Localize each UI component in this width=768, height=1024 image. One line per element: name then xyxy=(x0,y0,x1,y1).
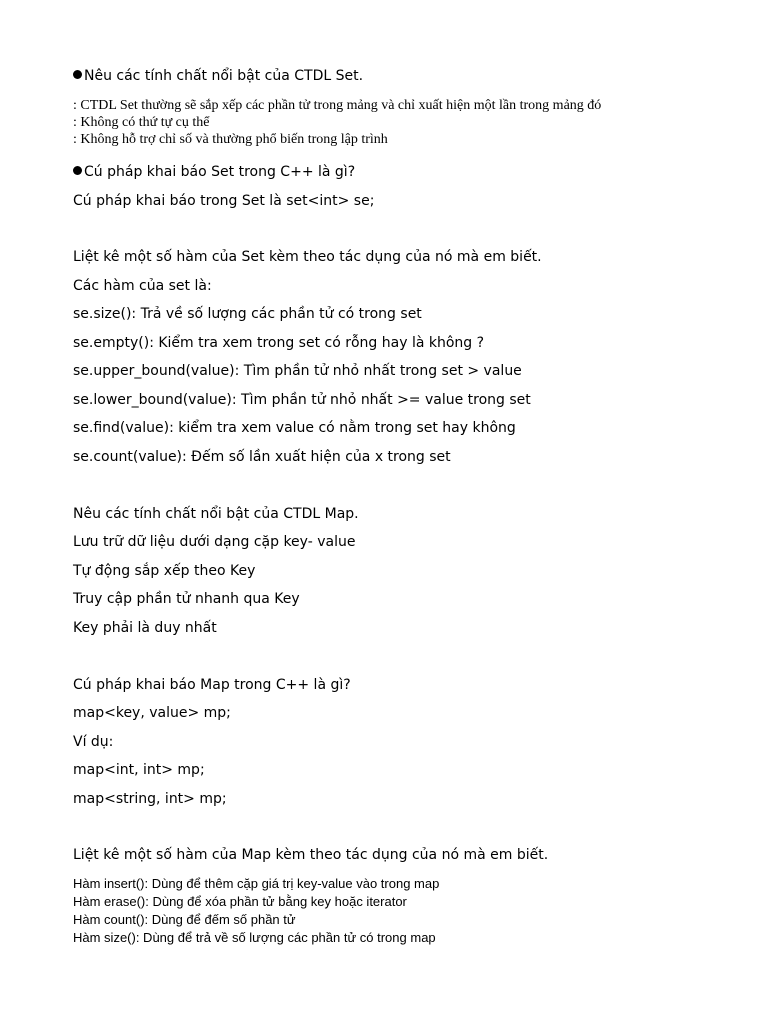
set-function-item: se.size(): Trả về số lượng các phần tử có trong set xyxy=(73,306,422,322)
map-example: map<string, int> mp; xyxy=(73,791,227,807)
map-example: map<int, int> mp; xyxy=(73,762,205,778)
set-properties-question-text: Nêu các tính chất nổi bật của CTDL Set. xyxy=(84,68,364,84)
set-syntax-question xyxy=(73,163,355,181)
map-property-answer: Tự động sắp xếp theo Key xyxy=(73,563,256,579)
map-functions-question: Liệt kê một số hàm của Map kèm theo tác dụng của nó mà em biết. xyxy=(73,847,549,863)
map-properties-question: Nêu các tính chất nổi bật của CTDL Map. xyxy=(73,506,359,522)
set-properties-question xyxy=(73,67,363,85)
map-property-answer: Truy cập phần tử nhanh qua Key xyxy=(73,591,300,607)
set-functions-intro: Các hàm của set là: xyxy=(73,278,212,294)
set-functions-question: Liệt kê một số hàm của Set kèm theo tác dụng của nó mà em biết. xyxy=(73,249,542,265)
map-function-item: Hàm insert(): Dùng để thêm cặp giá trị key-value vào trong map xyxy=(73,876,440,891)
set-property-answer: : CTDL Set thường sẽ sắp xếp các phần tử trong mảng và chỉ xuất hiện một lần trong mảng đó xyxy=(73,98,602,113)
set-function-item: se.count(value): Đếm số lần xuất hiện của x trong set xyxy=(73,449,451,465)
set-syntax-question-text: Cú pháp khai báo Set trong C++ là gì? xyxy=(84,164,356,180)
bullet-icon xyxy=(73,70,82,79)
map-property-answer: Lưu trữ dữ liệu dưới dạng cặp key- value xyxy=(73,534,356,550)
map-syntax-answer: map<key, value> mp; xyxy=(73,705,231,721)
set-property-answer: : Không hỗ trợ chỉ số và thường phổ biến trong lập trình xyxy=(73,132,388,147)
map-property-answer: Key phải là duy nhất xyxy=(73,620,217,636)
map-function-item: Hàm size(): Dùng để trả về số lượng các phần tử có trong map xyxy=(73,930,436,945)
set-function-item: se.upper_bound(value): Tìm phần tử nhỏ nhất trong set > value xyxy=(73,363,522,379)
map-function-item: Hàm count(): Dùng để đếm số phần tử xyxy=(73,912,296,927)
map-syntax-question: Cú pháp khai báo Map trong C++ là gì? xyxy=(73,677,351,693)
bullet-icon xyxy=(73,166,82,175)
map-example-label: Ví dụ: xyxy=(73,734,114,750)
set-property-answer: : Không có thứ tự cụ thể xyxy=(73,115,210,130)
set-function-item: se.find(value): kiểm tra xem value có nằm trong set hay không xyxy=(73,420,516,436)
set-syntax-answer: Cú pháp khai báo trong Set là set<int> se; xyxy=(73,193,375,209)
set-function-item: se.lower_bound(value): Tìm phần tử nhỏ nhất >= value trong set xyxy=(73,392,531,408)
map-function-item: Hàm erase(): Dùng để xóa phần tử bằng key hoặc iterator xyxy=(73,894,407,909)
set-function-item: se.empty(): Kiểm tra xem trong set có rỗng hay là không ? xyxy=(73,335,485,351)
